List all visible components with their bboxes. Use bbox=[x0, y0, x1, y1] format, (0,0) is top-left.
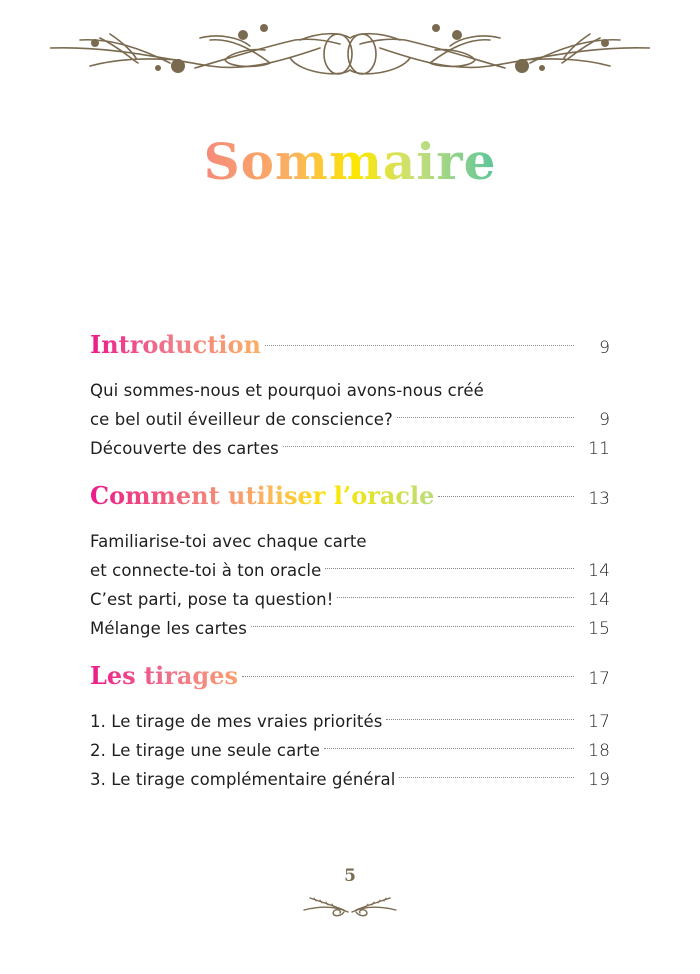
page-number: 17 bbox=[588, 669, 610, 689]
toc-heading-row[interactable] bbox=[90, 320, 610, 370]
toc-entry[interactable] bbox=[90, 765, 610, 794]
entry-text-line: C’est parti, pose ta question! bbox=[90, 590, 334, 609]
page-title-text: Sommaire bbox=[203, 132, 497, 191]
toc-entry[interactable] bbox=[90, 707, 610, 736]
dot-leader bbox=[242, 676, 574, 677]
dot-leader bbox=[283, 446, 574, 447]
page-number: 19 bbox=[588, 770, 610, 790]
entry-text-line: et connecte-toi à ton oracle bbox=[90, 561, 322, 580]
toc-entry[interactable] bbox=[90, 527, 610, 585]
dot-leader bbox=[265, 345, 574, 346]
toc-entry[interactable] bbox=[90, 736, 610, 765]
page-number: 14 bbox=[588, 561, 610, 581]
page-number-folio: 5 bbox=[344, 866, 356, 886]
toc-section-les-tirages bbox=[90, 651, 610, 794]
page-number: 11 bbox=[588, 439, 610, 459]
table-of-contents bbox=[90, 320, 610, 802]
page-number: 17 bbox=[588, 712, 610, 732]
dot-leader bbox=[337, 597, 574, 598]
toc-entries bbox=[90, 527, 610, 643]
dot-leader bbox=[251, 626, 574, 627]
dot-leader bbox=[386, 719, 574, 720]
toc-heading-row[interactable] bbox=[90, 651, 610, 701]
toc-section-comment-utiliser bbox=[90, 471, 610, 643]
entry-text-line: ce bel outil éveilleur de conscience? bbox=[90, 410, 393, 429]
page-title bbox=[0, 132, 700, 192]
dot-leader bbox=[397, 417, 574, 418]
entry-text-line: Mélange les cartes bbox=[90, 619, 247, 638]
entry-text-line: Familiarise-toi avec chaque carte bbox=[90, 532, 367, 551]
toc-heading: Comment utiliser l’oracle bbox=[90, 471, 434, 521]
flourish-ornament-icon bbox=[50, 18, 650, 78]
dot-leader bbox=[325, 568, 574, 569]
page-number: 9 bbox=[599, 338, 610, 358]
toc-heading: Les tirages bbox=[90, 651, 238, 701]
dot-leader bbox=[438, 496, 574, 497]
entry-text-line: 2. Le tirage une seule carte bbox=[90, 741, 320, 760]
toc-entry[interactable] bbox=[90, 434, 610, 463]
toc-entries bbox=[90, 707, 610, 794]
page-number: 13 bbox=[588, 489, 610, 509]
toc-entry[interactable] bbox=[90, 585, 610, 614]
page-number: 9 bbox=[599, 410, 610, 430]
folio-flourish-icon bbox=[300, 890, 400, 918]
dot-leader bbox=[324, 748, 574, 749]
toc-section-introduction bbox=[90, 320, 610, 463]
entry-text-line: 1. Le tirage de mes vraies priorités bbox=[90, 712, 383, 731]
page-number: 18 bbox=[588, 741, 610, 761]
entry-text-line: 3. Le tirage complémentaire général bbox=[90, 770, 396, 789]
dot-leader bbox=[399, 777, 574, 778]
toc-heading: Introduction bbox=[90, 320, 261, 370]
entry-text-line: Découverte des cartes bbox=[90, 439, 279, 458]
page-number: 14 bbox=[588, 590, 610, 610]
entry-text-line: Qui sommes-nous et pourquoi avons-nous créé bbox=[90, 381, 484, 400]
toc-entry[interactable] bbox=[90, 614, 610, 643]
toc-entry[interactable] bbox=[90, 376, 610, 434]
toc-heading-row[interactable] bbox=[90, 471, 610, 521]
toc-entries bbox=[90, 376, 610, 463]
page-number: 15 bbox=[588, 619, 610, 639]
